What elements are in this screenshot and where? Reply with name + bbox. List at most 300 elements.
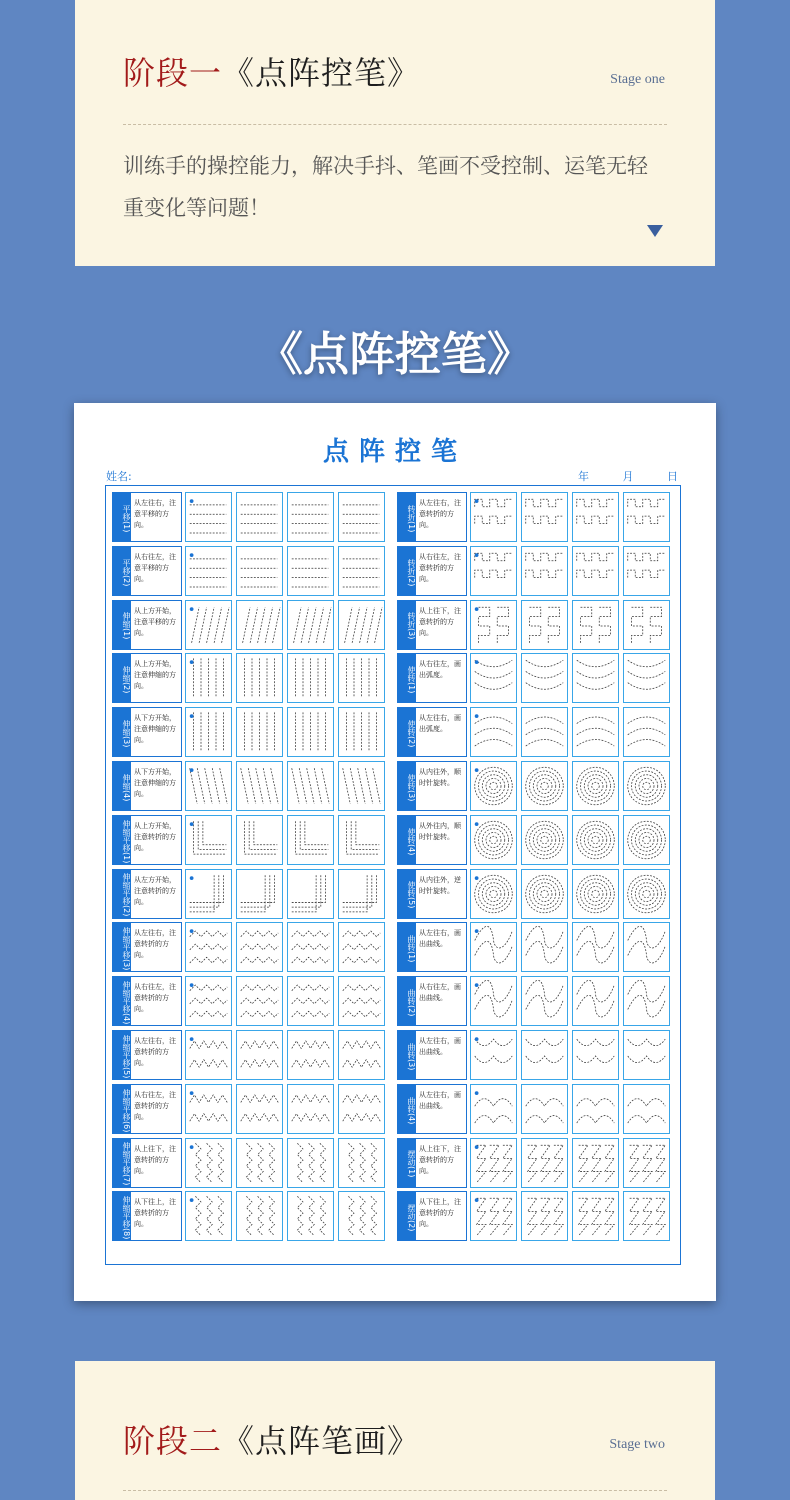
trace-pattern [339, 601, 384, 649]
practice-cell[interactable] [338, 600, 385, 650]
practice-cell[interactable] [287, 546, 334, 596]
trace-pattern [237, 493, 282, 541]
practice-cell[interactable] [623, 976, 670, 1026]
exercise-tag: 摆动(1) [398, 1139, 416, 1187]
trace-pattern [186, 977, 231, 1025]
practice-cell[interactable] [470, 761, 517, 811]
practice-cell[interactable] [470, 600, 517, 650]
start-dot-icon [190, 822, 194, 826]
practice-cell[interactable] [521, 761, 568, 811]
practice-cell[interactable] [338, 492, 385, 542]
exercise-instruction: 从左往右，注意转折的方向。 [419, 499, 461, 529]
practice-cell[interactable] [185, 1191, 232, 1241]
exercise-label [397, 976, 467, 1026]
start-dot-icon [190, 1145, 194, 1149]
exercise-instruction: 从左往右，注意转折的方向。 [134, 929, 176, 960]
practice-cell[interactable] [572, 600, 619, 650]
trace-pattern [339, 816, 384, 864]
practice-cell[interactable] [572, 492, 619, 542]
practice-cell[interactable] [572, 653, 619, 703]
trace-pattern [573, 870, 618, 918]
trace-pattern [288, 977, 333, 1025]
exercise-label [112, 546, 182, 596]
practice-cell[interactable] [521, 546, 568, 596]
exercise-instruction: 从上往下，注意转折的方向。 [419, 606, 461, 637]
name-label: 姓名: [106, 470, 132, 483]
exercise-label [112, 976, 182, 1026]
trace-pattern [522, 1085, 567, 1133]
triangle-down-icon [647, 225, 663, 237]
practice-cell[interactable] [185, 869, 232, 919]
trace-pattern [522, 708, 567, 756]
practice-cell[interactable] [623, 922, 670, 972]
exercise-instruction: 从右往左，注意转折的方向。 [134, 983, 176, 1014]
trace-pattern [624, 708, 669, 756]
trace-pattern [237, 762, 282, 810]
start-dot-icon [190, 930, 194, 934]
exercise-label [112, 492, 182, 542]
exercise-instruction: 从下往上，注意转折的方向。 [134, 1198, 176, 1229]
trace-pattern [522, 870, 567, 918]
trace-pattern [339, 1139, 384, 1187]
stage-one-title [123, 48, 420, 94]
exercise-tag: 伸缩平移(7) [113, 1139, 131, 1187]
worksheet-title: 点阵控笔 [322, 437, 467, 467]
exercise-instruction: 从上往下，注意转折的方向。 [134, 1144, 176, 1175]
exercise-label [397, 707, 467, 757]
trace-pattern [237, 708, 282, 756]
start-dot-icon [475, 499, 479, 503]
practice-cell[interactable] [623, 600, 670, 650]
trace-pattern [624, 977, 669, 1025]
practice-cell[interactable] [521, 1084, 568, 1134]
exercise-tag: 转折(1) [398, 493, 416, 541]
practice-cell[interactable] [185, 546, 232, 596]
exercise-label [112, 653, 182, 703]
practice-cell[interactable] [236, 1084, 283, 1134]
practice-cell[interactable] [236, 761, 283, 811]
trace-pattern [522, 1031, 567, 1079]
exercise-label [397, 815, 467, 865]
practice-cell[interactable] [470, 707, 517, 757]
exercise-tag: 伸缩(4) [113, 762, 131, 810]
trace-pattern [186, 708, 231, 756]
practice-cell[interactable] [236, 492, 283, 542]
practice-cell[interactable] [287, 976, 334, 1026]
trace-pattern [522, 1139, 567, 1187]
trace-pattern [471, 493, 516, 541]
practice-cell[interactable] [572, 1030, 619, 1080]
practice-cell[interactable] [185, 1084, 232, 1134]
start-dot-icon [475, 1091, 479, 1095]
practice-cell[interactable] [287, 761, 334, 811]
trace-pattern [288, 493, 333, 541]
exercise-tag: 使转(5) [398, 870, 416, 918]
practice-cell[interactable] [572, 1084, 619, 1134]
practice-cell[interactable] [470, 1191, 517, 1241]
practice-cell[interactable] [236, 976, 283, 1026]
trace-pattern [522, 601, 567, 649]
trace-pattern [624, 547, 669, 595]
exercise-instruction: 从上方开始，注意伸缩的方向。 [134, 660, 176, 691]
exercise-tag: 平移(2) [113, 547, 131, 595]
exercise-instruction: 从左往右，注意平移的方向。 [134, 499, 176, 529]
exercise-label [112, 707, 182, 757]
trace-pattern [339, 762, 384, 810]
start-dot-icon [475, 661, 479, 665]
practice-cell[interactable] [521, 653, 568, 703]
practice-cell[interactable] [338, 1191, 385, 1241]
practice-cell[interactable] [572, 815, 619, 865]
exercise-tag: 使转(4) [398, 816, 416, 864]
practice-cell[interactable] [185, 600, 232, 650]
practice-cell[interactable] [338, 815, 385, 865]
practice-cell[interactable] [521, 869, 568, 919]
trace-pattern [339, 547, 384, 595]
practice-cell[interactable] [521, 1138, 568, 1188]
practice-cell[interactable] [623, 815, 670, 865]
practice-cell[interactable] [236, 600, 283, 650]
practice-cell[interactable] [236, 707, 283, 757]
practice-cell[interactable] [572, 761, 619, 811]
practice-cell[interactable] [287, 492, 334, 542]
trace-pattern [573, 923, 618, 971]
exercise-tag: 伸缩平移(2) [113, 870, 131, 918]
practice-cell[interactable] [470, 653, 517, 703]
practice-cell[interactable] [338, 761, 385, 811]
start-dot-icon [475, 714, 479, 718]
trace-pattern [237, 870, 282, 918]
exercise-instruction: 从右往左，注意转折的方向。 [419, 552, 461, 583]
exercise-label [112, 1084, 182, 1134]
practice-cell[interactable] [521, 707, 568, 757]
practice-cell[interactable] [623, 1138, 670, 1188]
exercise-instruction: 从左方开始，注意转折的方向。 [134, 875, 176, 906]
trace-pattern [471, 870, 516, 918]
practice-cell[interactable] [338, 1030, 385, 1080]
exercise-label [397, 546, 467, 596]
trace-pattern [339, 1192, 384, 1240]
exercise-instruction: 从右往左，注意平移的方向。 [134, 552, 176, 583]
trace-pattern [471, 1031, 516, 1079]
exercise-tag: 曲转(4) [398, 1085, 416, 1133]
practice-cell[interactable] [185, 976, 232, 1026]
practice-cell[interactable] [470, 1030, 517, 1080]
trace-pattern [471, 977, 516, 1025]
practice-cell[interactable] [338, 869, 385, 919]
trace-pattern [471, 923, 516, 971]
practice-cell[interactable] [338, 1138, 385, 1188]
exercise-instruction: 从右往左，注意转折的方向。 [134, 1090, 176, 1121]
practice-cell[interactable] [521, 492, 568, 542]
trace-pattern [186, 654, 231, 702]
exercise-instruction: 从内往外，顺时针旋转。 [419, 768, 461, 787]
exercise-tag: 曲转(2) [398, 977, 416, 1025]
trace-pattern [237, 1139, 282, 1187]
practice-cell[interactable] [338, 922, 385, 972]
exercise-label [397, 1030, 467, 1080]
exercise-tag: 伸缩平移(4) [113, 977, 131, 1025]
exercise-instruction: 从上往下，注意转折的方向。 [419, 1144, 461, 1175]
practice-cell[interactable] [623, 869, 670, 919]
trace-pattern [471, 762, 516, 810]
stage-two-divider [123, 1490, 667, 1491]
trace-pattern [339, 493, 384, 541]
practice-cell[interactable] [287, 1030, 334, 1080]
practice-cell[interactable] [572, 922, 619, 972]
practice-cell[interactable] [287, 1191, 334, 1241]
exercise-tag: 伸缩平移(8) [113, 1192, 131, 1240]
stage-two-title-prefix: 阶段二 [123, 1422, 223, 1460]
practice-cell[interactable] [236, 815, 283, 865]
practice-cell[interactable] [185, 1138, 232, 1188]
practice-cell[interactable] [521, 600, 568, 650]
practice-cell[interactable] [572, 546, 619, 596]
practice-cell[interactable] [470, 922, 517, 972]
trace-pattern [186, 1192, 231, 1240]
exercise-label [112, 815, 182, 865]
exercise-label [397, 922, 467, 972]
start-dot-icon [475, 1037, 479, 1041]
worksheet-grid [105, 485, 681, 1265]
practice-cell[interactable] [338, 976, 385, 1026]
practice-cell[interactable] [470, 869, 517, 919]
exercise-instruction: 从左往右，画出弧度。 [419, 714, 461, 734]
start-dot-icon [475, 553, 479, 557]
practice-cell[interactable] [287, 653, 334, 703]
trace-pattern [237, 1192, 282, 1240]
exercise-label [397, 653, 467, 703]
practice-cell[interactable] [572, 1191, 619, 1241]
practice-cell[interactable] [623, 1191, 670, 1241]
stage-one-divider [123, 124, 667, 125]
exercise-instruction: 从左往右，画出曲线。 [419, 1037, 461, 1056]
start-dot-icon [475, 876, 479, 880]
exercise-instruction: 从上方开始，注意转折的方向。 [134, 821, 176, 852]
start-dot-icon [190, 1037, 194, 1041]
start-dot-icon [190, 499, 194, 503]
trace-pattern [288, 762, 333, 810]
practice-cell[interactable] [470, 546, 517, 596]
practice-cell[interactable] [572, 869, 619, 919]
practice-cell[interactable] [572, 976, 619, 1026]
exercise-label [112, 761, 182, 811]
exercise-tag: 伸缩平移(1) [113, 816, 131, 864]
practice-cell[interactable] [185, 1030, 232, 1080]
trace-pattern [339, 870, 384, 918]
trace-pattern [522, 654, 567, 702]
trace-pattern [186, 547, 231, 595]
trace-pattern [237, 1085, 282, 1133]
trace-pattern [471, 547, 516, 595]
practice-cell[interactable] [338, 1084, 385, 1134]
practice-cell[interactable] [521, 1191, 568, 1241]
practice-cell[interactable] [470, 492, 517, 542]
trace-pattern [522, 547, 567, 595]
trace-pattern [522, 923, 567, 971]
exercise-tag: 使转(3) [398, 762, 416, 810]
section-title: 《点阵控笔》 [257, 327, 533, 381]
practice-cell[interactable] [521, 815, 568, 865]
trace-pattern [339, 654, 384, 702]
trace-pattern [522, 977, 567, 1025]
start-dot-icon [475, 1145, 479, 1149]
start-dot-icon [190, 607, 194, 611]
practice-cell[interactable] [185, 922, 232, 972]
exercise-tag: 伸缩平移(3) [113, 923, 131, 971]
practice-cell[interactable] [470, 1138, 517, 1188]
practice-cell[interactable] [623, 653, 670, 703]
practice-cell[interactable] [521, 976, 568, 1026]
stage-one-english: Stage one [610, 72, 665, 87]
trace-pattern [186, 816, 231, 864]
practice-cell[interactable] [287, 707, 334, 757]
exercise-instruction: 从右往左，画出曲线。 [419, 983, 461, 1003]
practice-cell[interactable] [623, 761, 670, 811]
exercise-instruction: 从左往右，画出曲线。 [419, 1090, 461, 1110]
trace-pattern [573, 1085, 618, 1133]
exercise-tag: 使转(1) [398, 654, 416, 702]
practice-cell[interactable] [185, 815, 232, 865]
trace-pattern [624, 1031, 669, 1079]
exercise-tag: 伸缩(3) [113, 708, 131, 756]
practice-cell[interactable] [236, 1030, 283, 1080]
start-dot-icon [475, 930, 479, 934]
exercise-instruction: 从内往外，逆时针旋转。 [419, 875, 461, 895]
exercise-tag: 伸缩(1) [113, 601, 131, 649]
practice-cell[interactable] [236, 546, 283, 596]
exercise-label [397, 600, 467, 650]
exercise-label [397, 761, 467, 811]
practice-cell[interactable] [623, 707, 670, 757]
practice-cell[interactable] [470, 1084, 517, 1134]
trace-pattern [186, 762, 231, 810]
exercise-instruction: 从外往内，顺时针旋转。 [419, 821, 461, 841]
trace-pattern [288, 1192, 333, 1240]
practice-cell[interactable] [623, 492, 670, 542]
practice-cell[interactable] [185, 707, 232, 757]
trace-pattern [471, 816, 516, 864]
trace-pattern [288, 816, 333, 864]
exercise-tag: 平移(1) [113, 493, 131, 541]
start-dot-icon [475, 768, 479, 772]
trace-pattern [471, 654, 516, 702]
trace-pattern [186, 601, 231, 649]
trace-pattern [237, 816, 282, 864]
trace-pattern [186, 923, 231, 971]
start-dot-icon [190, 1199, 194, 1203]
trace-pattern [573, 816, 618, 864]
trace-pattern [186, 1085, 231, 1133]
practice-cell[interactable] [338, 653, 385, 703]
start-dot-icon [190, 661, 194, 665]
trace-pattern [471, 1192, 516, 1240]
trace-pattern [339, 708, 384, 756]
trace-pattern [624, 1085, 669, 1133]
trace-pattern [624, 923, 669, 971]
practice-cell[interactable] [185, 761, 232, 811]
practice-cell[interactable] [287, 869, 334, 919]
start-dot-icon [475, 983, 479, 987]
practice-cell[interactable] [338, 546, 385, 596]
exercise-label [397, 869, 467, 919]
trace-pattern [339, 977, 384, 1025]
exercise-label [397, 1191, 467, 1241]
trace-pattern [288, 870, 333, 918]
exercise-instruction: 从左往右，注意转折的方向。 [134, 1037, 176, 1067]
trace-pattern [573, 493, 618, 541]
stage-two-english: Stage two [609, 1437, 665, 1452]
practice-cell[interactable] [521, 922, 568, 972]
exercise-label [397, 492, 467, 542]
practice-cell[interactable] [287, 1084, 334, 1134]
exercise-label [397, 1138, 467, 1188]
exercise-tag: 曲转(1) [398, 923, 416, 971]
start-dot-icon [190, 714, 194, 718]
practice-cell[interactable] [521, 1030, 568, 1080]
practice-cell[interactable] [236, 653, 283, 703]
start-dot-icon [190, 876, 194, 880]
exercise-label [397, 1084, 467, 1134]
trace-pattern [288, 923, 333, 971]
trace-pattern [624, 601, 669, 649]
practice-cell[interactable] [185, 492, 232, 542]
trace-pattern [186, 493, 231, 541]
practice-cell[interactable] [338, 707, 385, 757]
trace-pattern [624, 654, 669, 702]
practice-cell[interactable] [623, 1084, 670, 1134]
practice-cell[interactable] [236, 922, 283, 972]
practice-cell[interactable] [185, 653, 232, 703]
exercise-tag: 曲转(3) [398, 1031, 416, 1079]
practice-cell[interactable] [236, 1138, 283, 1188]
practice-cell[interactable] [572, 707, 619, 757]
trace-pattern [237, 547, 282, 595]
exercise-tag: 摆动(2) [398, 1192, 416, 1240]
trace-pattern [237, 977, 282, 1025]
trace-pattern [288, 708, 333, 756]
stage-two-title-name: 《点阵笔画》 [222, 1422, 421, 1460]
practice-cell[interactable] [236, 1191, 283, 1241]
exercise-label [112, 1030, 182, 1080]
trace-pattern [186, 1139, 231, 1187]
trace-pattern [573, 977, 618, 1025]
practice-cell[interactable] [287, 815, 334, 865]
exercise-tag: 使转(2) [398, 708, 416, 756]
start-dot-icon [475, 1199, 479, 1203]
trace-pattern [573, 1031, 618, 1079]
exercise-label [112, 869, 182, 919]
practice-cell[interactable] [287, 600, 334, 650]
trace-pattern [471, 1085, 516, 1133]
stage-one-description: 训练手的操控能力，解决手抖、笔画不受控制、运笔无轻重变化等问题！ [123, 154, 648, 220]
trace-pattern [573, 1139, 618, 1187]
trace-pattern [624, 762, 669, 810]
practice-cell[interactable] [623, 546, 670, 596]
practice-cell[interactable] [470, 815, 517, 865]
trace-pattern [186, 1031, 231, 1079]
practice-cell[interactable] [287, 922, 334, 972]
practice-cell[interactable] [287, 1138, 334, 1188]
trace-pattern [471, 708, 516, 756]
practice-cell[interactable] [236, 869, 283, 919]
trace-pattern [288, 654, 333, 702]
practice-cell[interactable] [623, 1030, 670, 1080]
practice-cell[interactable] [470, 976, 517, 1026]
exercise-label [112, 1138, 182, 1188]
practice-cell[interactable] [572, 1138, 619, 1188]
exercise-instruction: 从下方开始，注意伸缩的方向。 [134, 714, 176, 745]
